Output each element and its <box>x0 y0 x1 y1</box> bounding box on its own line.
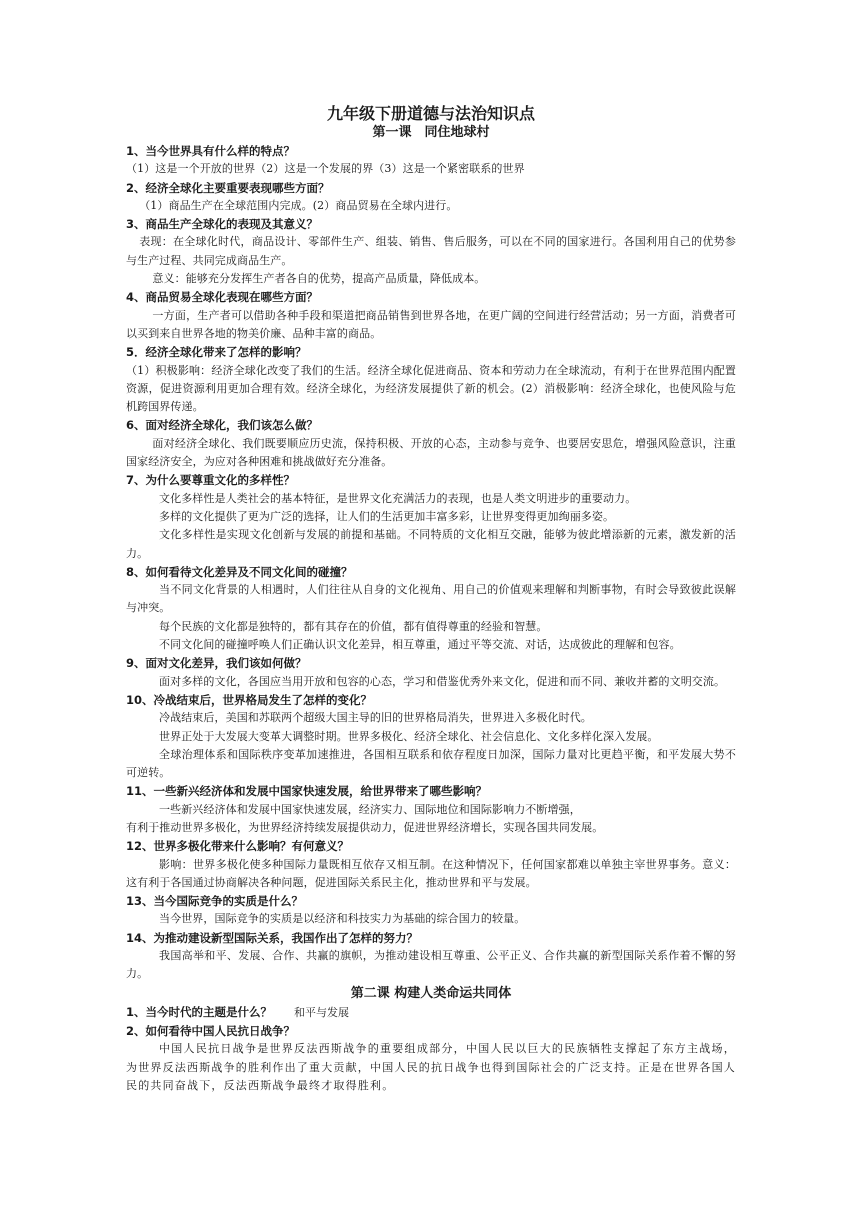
question-heading: 5．经济全球化带来了怎样的影响？ <box>126 345 307 360</box>
question-heading: 4、商品贸易全球化表现在哪些方面？ <box>126 290 318 305</box>
answer-text: 有利于推动世界多极化，为世界经济持续发展提供动力，促进世界经济增长，实现各国共同发展。 <box>126 820 604 834</box>
question-heading: 11、一些新兴经济体和发展中国家快速发展，给世界带来了哪些影响？ <box>126 784 487 799</box>
question-heading: 6、面对经济全球化，我们该怎么做？ <box>126 418 318 433</box>
answer-text: 面对经济全球化、我们既要顺应历史流，保持积极、开放的心态，主动参与竞争、也要居安思危，增强风险意识，注重国家经济安全，为应对各种困难和挑战做好充分准备。 <box>126 436 736 469</box>
answer-text: 表现：在全球化时代，商品设计、零部件生产、组装、销售、售后服务，可以在不同的国家进行。各国利用自己的优势参与生产过程、共同完成商品生产。 <box>126 235 736 267</box>
lesson-1-heading: 第一课 同住地球村 <box>372 125 490 140</box>
answer-text: 不同文化间的碰撞呼唤人们正确认识文化差异，相互尊重，通过平等交流、对话，达成彼此的理解和包容。 <box>159 638 681 652</box>
answer-text: 一些新兴经济体和发展中国家快速发展，经济实力、国际地位和国际影响力不断增强， <box>159 802 581 816</box>
answer-text: 冷战结束后，美国和苏联两个超级大国主导的旧的世界格局消失，世界进入多极化时代。 <box>159 711 592 725</box>
answer-text: 多样的文化提供了更为广泛的选择，让人们的生活更加丰富多彩，让世界变得更加绚丽多姿。 <box>159 509 615 523</box>
answer-text: 中国人民抗日战争是世界反法西斯战争的重要组成部分，中国人民以巨大的民族牺牲支撑起了东方主战场，为世界反法西斯战争的胜利作出了重大贡献，中国人民的抗日战争也得到国际社会的广泛支持。正是在世界各国人民的共同奋战下，反法西斯战争最终才取得胜利。 <box>126 1042 736 1092</box>
answer-text: （1）这是一个开放的世界（2）这是一个发展的界（3）这是一个紧密联系的世界 <box>126 162 525 176</box>
question-heading: 12、世界多极化带来什么影响？有何意义？ <box>126 839 350 854</box>
answer-text: 一方面，生产者可以借助各种手段和渠道把商品销售到世界各地，在更广阔的空间进行经营活动；另一方面，消费者可以买到来自世界各地的物美价廉、品种丰富的商品。 <box>126 308 736 340</box>
answer-text: 意义：能够充分发挥生产者各自的优势，提高产品质量，降低成本。 <box>152 272 486 286</box>
answer-text: 当不同文化背景的人相遇时，人们往往从自身的文化视角、用自己的价值观来理解和判断事物，有时会导致彼此误解与冲突。 <box>126 583 736 615</box>
answer-text: 每个民族的文化都是独特的，都有其存在的价值，都有值得尊重的经验和智慧。 <box>159 619 548 633</box>
question-heading: 2、如何看待中国人民抗日战争？ <box>126 1023 295 1038</box>
question-heading: 9、面对文化差异，我们该如何做？ <box>126 656 307 671</box>
question-text: 1、当今时代的主题是什么？ <box>126 1004 273 1019</box>
question-heading: 3、商品生产全球化的表现及其意义？ <box>126 217 318 232</box>
answer-text: （1）商品生产在全球范围内完成。(2）商品贸易在全球内进行。 <box>139 198 458 212</box>
question-heading: 7、为什么要尊重文化的多样性？ <box>126 473 295 488</box>
question-heading <box>126 1003 736 1022</box>
question-heading: 2、经济全球化主要重要表现哪些方面？ <box>126 180 330 195</box>
question-heading: 14、为推动建设新型国际关系，我国作出了怎样的努力？ <box>126 930 419 945</box>
answer-text: 我国高举和平、发展、合作、共赢的旗帜，为推动建设相互尊重、公平正义、合作共赢的新型国际关系作着不懈的努力。 <box>126 949 736 981</box>
answer-inline: 和平与发展 <box>294 1005 350 1019</box>
answer-text: 全球治理体系和国际秩序变革加速推进，各国相互联系和依存程度日加深，国际力量对比更趋平衡，和平发展大势不可逆转。 <box>126 747 736 780</box>
document-page <box>126 104 736 1095</box>
answer-text: 文化多样性是人类社会的基本特征，是世界文化充满活力的表现，也是人类文明进步的重要动力。 <box>159 491 637 505</box>
question-heading: 10、冷战结束后，世界格局发生了怎样的变化？ <box>126 692 373 707</box>
lesson-2-heading: 第二课 构建人类命运共同体 <box>350 985 512 1001</box>
answer-text: 世界正处于大发展大变革大调整时期。世界多极化、经济全球化、社会信息化、文化多样化深入发展。 <box>159 729 659 743</box>
question-heading: 13、当今国际竞争的实质是什么？ <box>126 894 304 909</box>
answer-text: 当今世界，国际竞争的实质是以经济和科技实力为基础的综合国力的较量。 <box>159 912 526 926</box>
answer-text: （1）积极影响：经济全球化改变了我们的生活。经济全球化促进商品、资本和劳动力在全球流动，有利于在世界范围内配置资源，促进资源利用更加合理有效。经济全球化，为经济发展提供了新的机会。(2）消极影响：经济全球化，也使风险与危机跨国界传递。 <box>126 363 736 414</box>
question-heading: 1、当今世界具有什么样的特点？ <box>126 144 295 158</box>
doc-title: 九年级下册道德与法治知识点 <box>326 104 535 123</box>
answer-text: 文化多样性是实现文化创新与发展的前提和基础。不同特质的文化相互交融，能够为彼此增添新的元素，激发新的活力。 <box>126 528 736 560</box>
question-heading: 8、如何看待文化差异及不同文化间的碰撞？ <box>126 564 353 579</box>
answer-text: 面对多样的文化，各国应当用开放和包容的心态，学习和借鉴优秀外来文化，促进和而不同、兼收并蓄的文明交流。 <box>159 674 726 688</box>
answer-text: 影响：世界多极化使多种国际力量既相互依存又相互制。在这种情况下，任何国家都难以单独主宰世界事务。意义：这有利于各国通过协商解决各种问题，促进国际关系民主化，推动世界和平与发展。 <box>126 857 736 889</box>
